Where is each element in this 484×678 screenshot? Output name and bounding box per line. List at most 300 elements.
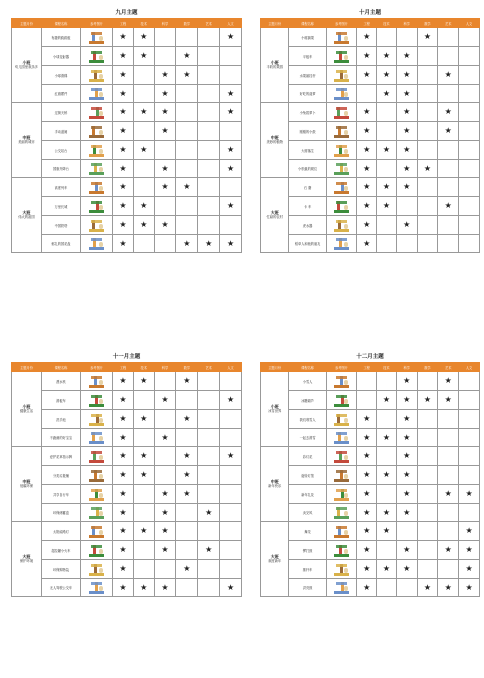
group-cell	[12, 28, 42, 103]
reference-image-cell	[326, 504, 357, 522]
lesson-row	[261, 216, 480, 235]
star-mark	[459, 197, 480, 216]
model-image	[88, 562, 105, 577]
column-header: 科学	[154, 19, 176, 28]
star-mark: ★	[220, 28, 242, 47]
model-image	[333, 505, 350, 520]
star-mark: ★	[113, 160, 134, 178]
star-mark	[357, 372, 377, 391]
lesson-table	[11, 18, 242, 253]
star-mark	[198, 66, 220, 85]
star-mark: ★	[198, 504, 220, 522]
model-image	[88, 161, 105, 176]
star-mark	[438, 216, 459, 235]
star-mark	[417, 466, 438, 485]
star-mark	[176, 28, 198, 47]
course-name: 过街天桥	[41, 103, 80, 122]
course-name: 小雪人	[289, 372, 326, 391]
star-mark: ★	[133, 197, 154, 216]
star-mark	[417, 522, 438, 541]
star-mark	[459, 103, 480, 122]
lesson-row	[261, 447, 480, 466]
panel-october	[260, 8, 480, 253]
model-image	[333, 468, 350, 483]
model-image	[88, 430, 105, 445]
column-header: 参考图片	[80, 363, 112, 372]
reference-image-cell	[80, 85, 112, 103]
star-mark: ★	[357, 178, 377, 197]
star-mark: ★	[357, 429, 377, 447]
star-mark: ★	[377, 522, 397, 541]
model-image	[88, 218, 105, 233]
star-mark: ★	[377, 504, 397, 522]
column-header: 主题月份	[261, 19, 289, 28]
star-mark: ★	[357, 197, 377, 216]
model-image	[333, 105, 350, 120]
reference-image-cell	[326, 391, 357, 410]
lesson-row	[12, 235, 242, 253]
star-mark	[377, 485, 397, 504]
model-image	[88, 374, 105, 389]
star-mark	[220, 541, 242, 560]
group-cell	[12, 447, 42, 522]
course-name: 无人驾驶公交车	[41, 579, 80, 597]
star-mark: ★	[396, 103, 417, 122]
star-mark: ★	[176, 410, 198, 429]
group-cell	[261, 178, 289, 253]
reference-image-cell	[326, 372, 357, 391]
star-mark	[154, 47, 176, 66]
model-image	[333, 49, 350, 64]
column-header: 课程名称	[289, 363, 326, 372]
reference-image-cell	[80, 579, 112, 597]
star-mark: ★	[357, 485, 377, 504]
column-header: 人文	[220, 363, 242, 372]
column-header: 参考图片	[326, 363, 357, 372]
star-mark: ★	[377, 197, 397, 216]
column-header: 艺术	[198, 19, 220, 28]
star-mark	[396, 197, 417, 216]
star-mark	[459, 141, 480, 160]
star-mark	[154, 28, 176, 47]
star-mark	[198, 410, 220, 429]
star-mark: ★	[133, 372, 154, 391]
column-header: 工程	[113, 363, 134, 372]
group-subtitle: 美妙的植物	[266, 140, 283, 144]
star-mark	[377, 122, 397, 141]
lesson-row	[261, 522, 480, 541]
column-header: 科学	[396, 363, 417, 372]
star-mark	[377, 216, 397, 235]
star-mark	[396, 579, 417, 597]
star-mark	[154, 235, 176, 253]
star-mark	[154, 410, 176, 429]
star-mark: ★	[377, 560, 397, 579]
reference-image-cell	[80, 429, 112, 447]
model-image	[333, 199, 350, 214]
star-mark: ★	[357, 560, 377, 579]
star-mark: ★	[154, 178, 176, 197]
star-mark: ★	[113, 235, 134, 253]
star-mark	[133, 66, 154, 85]
star-mark	[438, 178, 459, 197]
star-mark	[176, 579, 198, 597]
reference-image-cell	[326, 66, 357, 85]
lesson-row	[12, 141, 242, 160]
star-mark	[438, 522, 459, 541]
group-name: 中班	[22, 134, 31, 140]
group-cell	[12, 372, 42, 447]
star-mark: ★	[377, 429, 397, 447]
reference-image-cell	[326, 216, 357, 235]
star-mark: ★	[357, 579, 377, 597]
star-mark	[459, 66, 480, 85]
model-image	[333, 449, 350, 464]
star-mark	[220, 47, 242, 66]
star-mark: ★	[113, 28, 134, 47]
star-mark: ★	[357, 466, 377, 485]
reference-image-cell	[326, 429, 357, 447]
star-mark: ★	[396, 560, 417, 579]
star-mark: ★	[154, 122, 176, 141]
star-mark: ★	[113, 372, 134, 391]
model-image	[88, 236, 105, 251]
star-mark: ★	[417, 28, 438, 47]
model-image	[88, 468, 105, 483]
star-mark	[198, 466, 220, 485]
lesson-row	[12, 560, 242, 579]
star-mark: ★	[154, 391, 176, 410]
reference-image-cell	[80, 372, 112, 391]
column-header: 技术	[133, 363, 154, 372]
column-header: 科学	[154, 363, 176, 372]
column-header: 技术	[377, 19, 397, 28]
star-mark: ★	[396, 541, 417, 560]
star-mark: ★	[154, 66, 176, 85]
star-mark	[198, 197, 220, 216]
model-image	[333, 68, 350, 83]
star-mark	[133, 504, 154, 522]
course-name: 爱护花草指示牌	[41, 447, 80, 466]
star-mark	[438, 235, 459, 253]
course-name: 不跑菌的好宝宝	[41, 429, 80, 447]
star-mark	[198, 579, 220, 597]
star-mark: ★	[459, 541, 480, 560]
model-image	[333, 393, 350, 408]
star-mark	[220, 485, 242, 504]
group-name: 中班	[270, 134, 279, 140]
star-mark	[220, 178, 242, 197]
star-mark	[459, 122, 480, 141]
star-mark	[198, 85, 220, 103]
group-cell	[12, 522, 42, 597]
star-mark: ★	[396, 85, 417, 103]
star-mark	[377, 447, 397, 466]
lesson-row	[12, 541, 242, 560]
star-mark: ★	[113, 541, 134, 560]
model-image	[88, 543, 105, 558]
course-name: 平板车	[289, 47, 326, 66]
header-row	[12, 363, 242, 372]
star-mark: ★	[133, 579, 154, 597]
course-name: 一起去滑雪	[289, 429, 326, 447]
star-mark: ★	[113, 429, 134, 447]
star-mark	[417, 429, 438, 447]
course-name: 环保购物袋	[41, 560, 80, 579]
star-mark	[133, 160, 154, 178]
reference-image-cell	[326, 466, 357, 485]
group-name: 小班	[22, 59, 31, 65]
column-header: 人文	[220, 19, 242, 28]
group-name: 大班	[270, 209, 279, 215]
star-mark: ★	[154, 579, 176, 597]
group-name: 大班	[22, 209, 31, 215]
course-name: 我们堆雪人	[289, 410, 326, 429]
reference-image-cell	[326, 28, 357, 47]
star-mark: ★	[357, 160, 377, 178]
column-header: 工程	[357, 363, 377, 372]
group-subtitle: 冰雪世界	[268, 409, 282, 413]
course-name: 环保储蓄盒	[41, 504, 80, 522]
model-image	[333, 218, 350, 233]
lesson-row	[261, 466, 480, 485]
star-mark: ★	[417, 160, 438, 178]
star-mark	[176, 216, 198, 235]
star-mark	[220, 504, 242, 522]
star-mark: ★	[438, 66, 459, 85]
course-name: 小球变射器	[41, 47, 80, 66]
star-mark: ★	[357, 447, 377, 466]
reference-image-cell	[326, 85, 357, 103]
star-mark: ★	[154, 85, 176, 103]
reference-image-cell	[326, 541, 357, 560]
star-mark: ★	[438, 103, 459, 122]
course-name: 新年礼花	[289, 485, 326, 504]
star-mark: ★	[396, 178, 417, 197]
star-mark	[417, 66, 438, 85]
star-mark	[417, 560, 438, 579]
course-name: 共享自行车	[41, 485, 80, 504]
star-mark	[198, 122, 220, 141]
star-mark: ★	[133, 410, 154, 429]
star-mark	[176, 122, 198, 141]
star-mark	[198, 103, 220, 122]
lesson-row	[261, 391, 480, 410]
reference-image-cell	[80, 522, 112, 541]
lesson-row	[261, 85, 480, 103]
star-mark: ★	[396, 504, 417, 522]
star-mark	[417, 141, 438, 160]
course-name: 中国铁塔	[41, 216, 80, 235]
star-mark: ★	[113, 216, 134, 235]
course-name: 滑板车	[41, 391, 80, 410]
star-mark: ★	[220, 235, 242, 253]
star-mark: ★	[113, 522, 134, 541]
star-mark	[133, 178, 154, 197]
lesson-row	[261, 485, 480, 504]
star-mark	[176, 103, 198, 122]
star-mark	[459, 235, 480, 253]
star-mark: ★	[220, 391, 242, 410]
star-mark	[176, 429, 198, 447]
star-mark: ★	[438, 197, 459, 216]
lesson-row	[12, 160, 242, 178]
lesson-row	[261, 541, 480, 560]
header-row	[261, 19, 480, 28]
star-mark	[357, 85, 377, 103]
course-name: 手动道闸	[41, 122, 80, 141]
model-image	[333, 412, 350, 427]
star-mark: ★	[396, 429, 417, 447]
lesson-row	[12, 504, 242, 522]
star-mark: ★	[357, 141, 377, 160]
star-mark: ★	[113, 504, 134, 522]
star-mark	[133, 85, 154, 103]
star-mark: ★	[357, 47, 377, 66]
star-mark	[459, 504, 480, 522]
star-mark: ★	[133, 47, 154, 66]
star-mark	[417, 235, 438, 253]
model-image	[333, 180, 350, 195]
model-image	[88, 143, 105, 158]
panel-title: 九月主题	[115, 10, 138, 16]
star-mark: ★	[220, 85, 242, 103]
group-name: 小班	[270, 403, 279, 409]
star-mark	[417, 103, 438, 122]
star-mark: ★	[198, 235, 220, 253]
reference-image-cell	[80, 466, 112, 485]
column-header: 艺术	[438, 19, 459, 28]
star-mark	[176, 160, 198, 178]
star-mark	[459, 410, 480, 429]
course-name: 洗手池	[41, 410, 80, 429]
star-mark: ★	[133, 141, 154, 160]
star-mark	[377, 28, 397, 47]
star-mark: ★	[377, 85, 397, 103]
reference-image-cell	[326, 522, 357, 541]
reference-image-cell	[326, 122, 357, 141]
reference-image-cell	[80, 410, 112, 429]
group-name: 大班	[22, 553, 31, 559]
course-name: 高度列车	[41, 178, 80, 197]
reference-image-cell	[326, 178, 357, 197]
lesson-row	[12, 579, 242, 597]
star-mark: ★	[357, 522, 377, 541]
star-mark: ★	[113, 197, 134, 216]
model-image	[88, 199, 105, 214]
star-mark: ★	[438, 122, 459, 141]
column-header: 人文	[459, 19, 480, 28]
star-mark	[438, 160, 459, 178]
column-header: 艺术	[198, 363, 220, 372]
reference-image-cell	[80, 560, 112, 579]
group-subtitle: 健康生活	[19, 409, 34, 413]
panel-september	[11, 8, 242, 253]
reference-image-cell	[326, 47, 357, 66]
star-mark	[459, 178, 480, 197]
panel-title: 十一月主题	[112, 354, 141, 360]
star-mark	[176, 391, 198, 410]
star-mark: ★	[176, 178, 198, 197]
star-mark	[198, 178, 220, 197]
column-header: 参考图片	[80, 19, 112, 28]
group-name: 中班	[22, 478, 31, 484]
group-subtitle: 伟大的祖国	[18, 215, 35, 219]
course-name: 刚刚的小鼓	[289, 122, 326, 141]
star-mark	[198, 391, 220, 410]
star-mark: ★	[357, 28, 377, 47]
group-name: 小班	[22, 403, 31, 409]
reference-image-cell	[326, 447, 357, 466]
star-mark: ★	[438, 541, 459, 560]
star-mark	[438, 447, 459, 466]
group-cell	[261, 372, 289, 447]
group-cell	[12, 178, 42, 253]
star-mark: ★	[113, 103, 134, 122]
reference-image-cell	[326, 579, 357, 597]
reference-image-cell	[326, 485, 357, 504]
reference-image-cell	[80, 391, 112, 410]
model-image	[88, 180, 105, 195]
reference-image-cell	[326, 560, 357, 579]
column-header: 课程名称	[289, 19, 326, 28]
group-cell	[261, 103, 289, 178]
star-mark	[220, 216, 242, 235]
lesson-row	[261, 560, 480, 579]
star-mark: ★	[396, 141, 417, 160]
group-subtitle: 保护环境	[19, 559, 34, 563]
reference-image-cell	[80, 178, 112, 197]
star-mark: ★	[113, 85, 134, 103]
group-subtitle: 丰收的果园	[266, 65, 283, 69]
star-mark: ★	[154, 522, 176, 541]
model-image	[333, 124, 350, 139]
star-mark	[438, 504, 459, 522]
star-mark: ★	[357, 66, 377, 85]
star-mark	[417, 447, 438, 466]
column-header: 艺术	[438, 363, 459, 372]
star-mark	[417, 47, 438, 66]
lesson-row	[261, 178, 480, 197]
star-mark	[417, 178, 438, 197]
course-name: 虎水器	[289, 216, 326, 235]
course-name: 郁礼的国花盘	[41, 235, 80, 253]
lesson-row	[12, 103, 242, 122]
column-header: 课程名称	[41, 19, 80, 28]
star-mark	[438, 28, 459, 47]
group-cell	[261, 522, 289, 597]
star-mark	[357, 391, 377, 410]
lesson-table	[260, 362, 480, 597]
model-image	[88, 30, 105, 45]
model-image	[88, 505, 105, 520]
lesson-row	[12, 66, 242, 85]
column-header: 主题月份	[12, 19, 42, 28]
course-name: 卖完风	[289, 504, 326, 522]
reference-image-cell	[80, 47, 112, 66]
star-mark: ★	[176, 560, 198, 579]
star-mark	[417, 504, 438, 522]
star-mark: ★	[459, 522, 480, 541]
star-mark	[438, 85, 459, 103]
reference-image-cell	[80, 197, 112, 216]
star-mark	[417, 85, 438, 103]
star-mark	[417, 410, 438, 429]
course-name: 冰糖葫芦	[289, 391, 326, 410]
star-mark	[220, 466, 242, 485]
star-mark	[154, 197, 176, 216]
star-mark: ★	[377, 391, 397, 410]
